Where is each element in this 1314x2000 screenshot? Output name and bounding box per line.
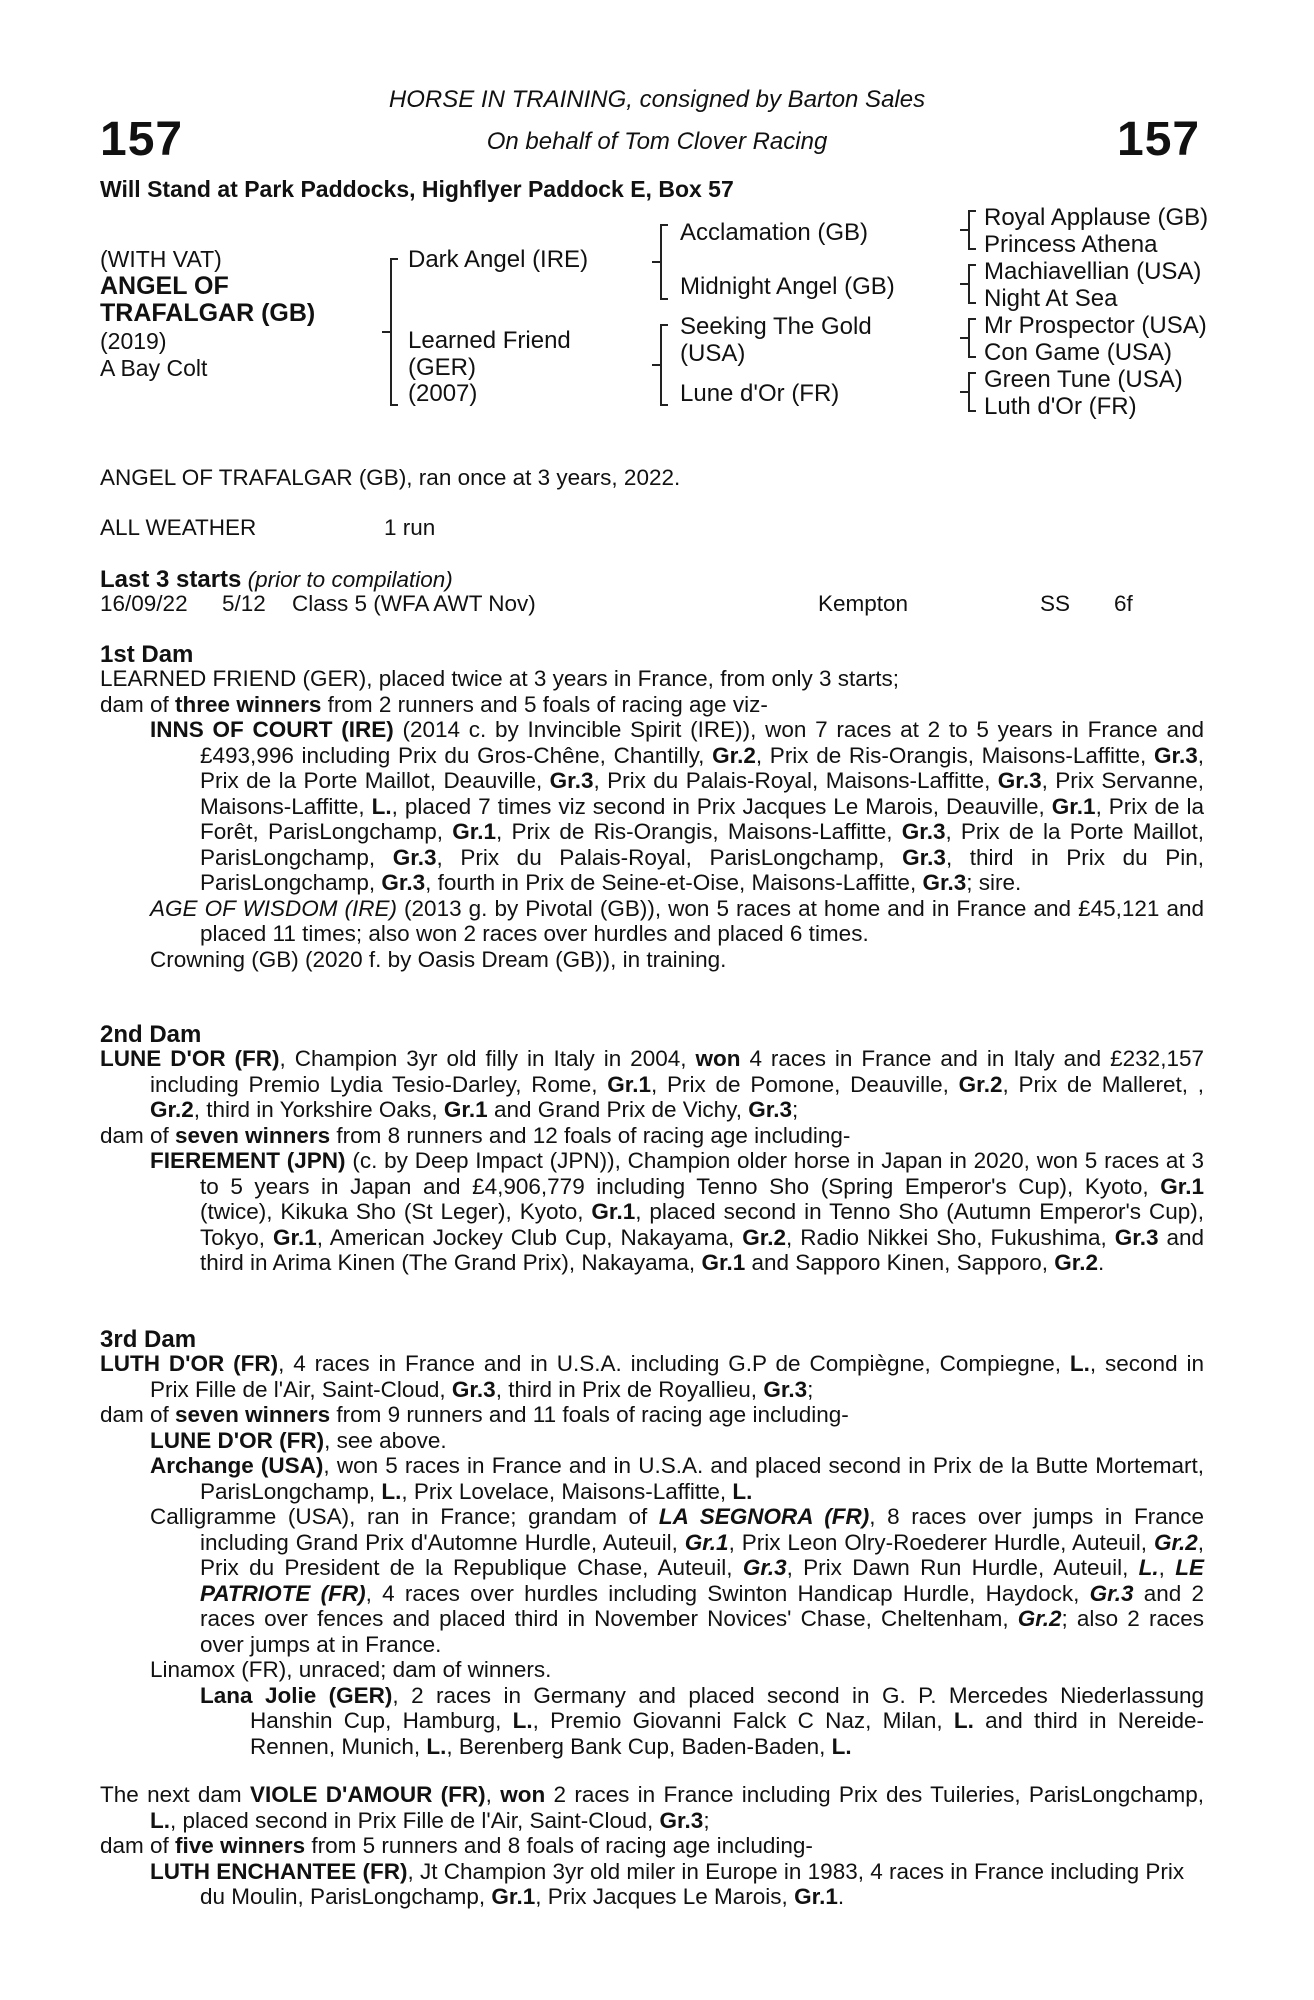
pedigree-brace-g1 xyxy=(968,210,970,250)
stand-location: Will Stand at Park Paddocks, Highflyer Paddock E, Box 57 xyxy=(100,176,734,202)
sire-dam: Midnight Angel (GB) xyxy=(680,273,895,300)
third-dam-text: LUTH D'OR (FR), 4 races in France and in U.S.A. including G.P de Compiègne, Compiegne, L., second in Prix Fille de l'Air, Saint-Cloud, Gr.3, third in Prix de Royallieu, Gr.3; dam of seven winners from 9 runners and 11 foals of racing age including- LUNE D'OR (FR), see above. Archange (USA), won 5 races in France and in U.S.A. and placed second in Prix de la Butte Mortemart, ParisLongchamp, L., Prix Lovelace, Maisons-Laffitte, L. Calligramme (USA), ran in France; grandam of LA SEGNORA (FR), 8 races over jumps in France including Grand Prix d'Automne Hurdle, Auteuil, Gr.1, Prix Leon Olry-Roederer Hurdle, Auteuil, Gr.2, Prix du President de la Republique Chase, Auteuil, Gr.3, Prix Dawn Run Hurdle, Auteuil, L., LE PATRIOTE (FR), 4 races over hurdles including Swinton Handicap Hurdle, Haydock, Gr.3 and 2 races over fences and placed third in November Novices' Chase, Cheltenham, Gr.2; also 2 races over jumps at in France. Linamox (FR), unraced; dam of winners. Lana Jolie (GER), 2 races in Germany and placed second in G. P. Mercedes Niederlassung Hanshin Cup, Hamburg, L., Premio Giovanni Falck C Naz, Milan, L. and third in Nereide-Rennen, Munich, L., Berenberg Bank Cup, Baden-Baden, L. xyxy=(100,1351,1205,1759)
second-dam-heading: 2nd Dam xyxy=(100,1021,202,1048)
dam-origin: (GER) xyxy=(408,354,476,381)
lot-number-right: 157 xyxy=(1117,113,1201,166)
sire: Dark Angel (IRE) xyxy=(408,246,589,273)
all-weather-value: 1 run xyxy=(384,515,436,540)
third-dam-heading: 3rd Dam xyxy=(100,1326,197,1353)
grand-3: Machiavellian (USA) xyxy=(984,258,1202,285)
last-starts-heading xyxy=(100,566,453,594)
pedigree-brace-sire xyxy=(660,224,662,300)
start-date: 16/09/22 xyxy=(100,591,188,616)
start-race: Class 5 (WFA AWT Nov) xyxy=(292,591,536,616)
horse-name-line1: ANGEL OF xyxy=(100,272,229,300)
dam-dam: Lune d'Or (FR) xyxy=(680,380,840,407)
first-dam-text: LEARNED FRIEND (GER), placed twice at 3 years in France, from only 3 starts; dam of three winners from 2 runners and 5 foals of racing age viz- INNS OF COURT (IRE) (2014 c. by Invincible Spirit (IRE)), won 7 races at 2 to 5 years in France and £493,996 including Prix du Gros-Chêne, Chantilly, Gr.2, Prix de Ris-Orangis, Maisons-Laffitte, Gr.3, Prix de la Porte Maillot, Deauville, Gr.3, Prix du Palais-Royal, Maisons-Laffitte, Gr.3, Prix Servanne, Maisons-Laffitte, L., placed 7 times viz second in Prix Jacques Le Marois, Deauville, Gr.1, Prix de la Forêt, ParisLongchamp, Gr.1, Prix de Ris-Orangis, Maisons-Laffitte, Gr.3, Prix de la Porte Maillot, ParisLongchamp, Gr.3, Prix du Palais-Royal, ParisLongchamp, Gr.3, third in Prix du Pin, ParisLongchamp, Gr.3, fourth in Prix de Seine-et-Oise, Maisons-Laffitte, Gr.3; sire. AGE OF WISDOM (IRE) (2013 g. by Pivotal (GB)), won 5 races at home and in France and £45,121 and placed 11 times; also won 2 races over hurdles and placed 6 times. Crowning (GB) (2020 f. by Oasis Dream (GB)), in training. xyxy=(100,666,1205,972)
all-weather-label: ALL WEATHER xyxy=(100,515,257,540)
pedigree-brace-g2 xyxy=(968,264,970,304)
horse-description: A Bay Colt xyxy=(100,355,208,381)
last-starts-note: (prior to compilation) xyxy=(247,567,453,592)
start-course: Kempton xyxy=(818,591,909,616)
start-position: 5/12 xyxy=(222,591,266,616)
grand-2: Princess Athena xyxy=(984,231,1158,258)
consignor-line: HORSE IN TRAINING, consigned by Barton Sales xyxy=(388,86,926,113)
sire-sire: Acclamation (GB) xyxy=(680,219,869,246)
start-going: SS xyxy=(1040,591,1071,616)
pedigree-brace-dam xyxy=(660,324,662,406)
foaling-year: (2019) xyxy=(100,328,167,354)
grand-8: Luth d'Or (FR) xyxy=(984,393,1137,420)
race-summary: ANGEL OF TRAFALGAR (GB), ran once at 3 years, 2022. xyxy=(100,465,681,490)
pedigree-brace-main xyxy=(390,258,392,406)
start-distance: 6f xyxy=(1114,591,1133,616)
horse-name-line2: TRAFALGAR (GB) xyxy=(100,299,316,327)
behalf-line: On behalf of Tom Clover Racing xyxy=(486,128,828,155)
grand-6: Con Game (USA) xyxy=(984,339,1173,366)
grand-4: Night At Sea xyxy=(984,285,1118,312)
second-dam-text: LUNE D'OR (FR), Champion 3yr old filly in Italy in 2004, won 4 races in France and in Italy and £232,157 including Premio Lydia Tesio-Darley, Rome, Gr.1, Prix de Pomone, Deauville, Gr.2, Prix de Malleret, , Gr.2, third in Yorkshire Oaks, Gr.1 and Grand Prix de Vichy, Gr.3; dam of seven winners from 8 runners and 12 foals of racing age including- FIEREMENT (JPN) (c. by Deep Impact (JPN)), Champion older horse in Japan in 2020, won 5 races at 3 to 5 years in Japan and £4,906,779 including Tenno Sho (Spring Emperor's Cup), Kyoto, Gr.1 (twice), Kikuka Sho (St Leger), Kyoto, Gr.1, placed second in Tenno Sho (Autumn Emperor's Cup), Tokyo, Gr.1, American Jockey Club Cup, Nakayama, Gr.2, Radio Nikkei Sho, Fukushima, Gr.3 and third in Arima Kinen (The Grand Prix), Nakayama, Gr.1 and Sapporo Kinen, Sapporo, Gr.2. xyxy=(100,1046,1205,1275)
dam: Learned Friend xyxy=(408,327,571,354)
first-dam-heading: 1st Dam xyxy=(100,641,194,668)
vat-note: (WITH VAT) xyxy=(100,246,222,272)
last-starts-title: Last 3 starts xyxy=(100,566,242,593)
pedigree-brace-g4 xyxy=(968,372,970,412)
dam-sire: Seeking The Gold xyxy=(680,313,872,340)
dam-year: (2007) xyxy=(408,380,478,407)
grand-1: Royal Applause (GB) xyxy=(984,204,1209,231)
lot-number-left: 157 xyxy=(100,113,184,166)
grand-7: Green Tune (USA) xyxy=(984,366,1183,393)
pedigree-brace-g3 xyxy=(968,318,970,358)
dam-sire-origin: (USA) xyxy=(680,340,746,367)
next-dam-text: The next dam VIOLE D'AMOUR (FR), won 2 races in France including Prix des Tuileries, ParisLongchamp, L., placed second in Prix Fille de l'Air, Saint-Cloud, Gr.3; dam of five winners from 5 runners and 8 foals of racing age including- LUTH ENCHANTEE (FR), Jt Champion 3yr old miler in Europe in 1983, 4 races in France including Prix du Moulin, ParisLongchamp, Gr.1, Prix Jacques Le Marois, Gr.1. xyxy=(100,1782,1204,1909)
grand-5: Mr Prospector (USA) xyxy=(984,312,1207,339)
